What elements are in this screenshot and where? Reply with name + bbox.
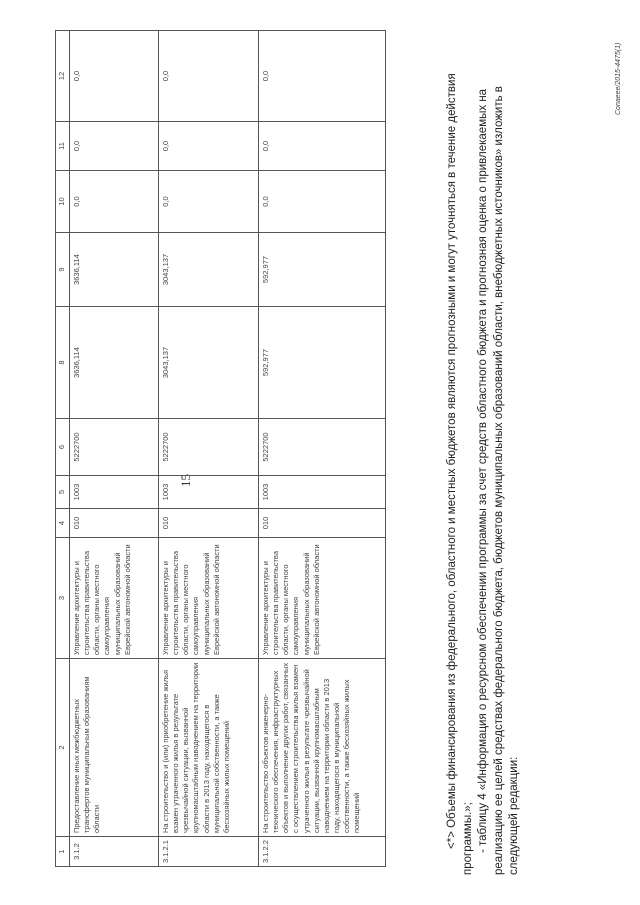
row-value-col8: 3043,137	[159, 307, 259, 419]
header-cell: 6	[56, 419, 70, 476]
row-code-col4: 010	[159, 509, 259, 538]
row-value-col8: 3636,114	[70, 307, 159, 419]
row-value-col10: 0,0	[259, 171, 386, 233]
row-value-col11: 0,0	[70, 122, 159, 171]
row-value-col9: 592,977	[259, 233, 386, 307]
row-code-col4: 010	[259, 509, 386, 538]
table4-amendment: - таблицу 4 «Информация о ресурсном обеспечении программы за счет средств областного бюджета и прогнозная оценка о привлекаемых на реализацию ее целей средствах федерального бюджета, бюджетов муниципальных образований области, внебюджетных источников» изложить в следующей редакции:	[477, 86, 520, 875]
row-code-col6: 5222700	[70, 419, 159, 476]
header-cell: 1	[56, 837, 70, 867]
footnote	[445, 35, 523, 875]
page-number: 15	[178, 474, 193, 487]
row-code-col6: 5222700	[159, 419, 259, 476]
header-cell: 11	[56, 122, 70, 171]
header-cell: 12	[56, 31, 70, 122]
row-value-col9: 3043,137	[159, 233, 259, 307]
row-value-col9: 3636,114	[70, 233, 159, 307]
row-value-col12: 0,0	[159, 31, 259, 122]
row-number: 3.1.2.1	[159, 837, 259, 867]
header-cell: 9	[56, 233, 70, 307]
table-row	[259, 31, 386, 867]
row-executor: Управление архитектуры и строительства правительства области, органы местного самоуправления муниципальных образований Еврейской автономной области	[70, 538, 159, 659]
row-code-col5: 1003	[70, 476, 159, 509]
row-value-col12: 0,0	[259, 31, 386, 122]
row-value-col10: 0,0	[159, 171, 259, 233]
table-row	[159, 31, 259, 867]
row-value-col8: 592,977	[259, 307, 386, 419]
row-number: 3.1.2	[70, 837, 159, 867]
header-cell: 4	[56, 509, 70, 538]
document-code: Conaeee/2015-4475(1)	[615, 42, 622, 115]
table-header-row	[56, 31, 70, 867]
financing-note: <*> Объемы финансирования из федерального, областного и местных бюджетов являются прогнозными и могут уточняться в течение действия программы.»;	[446, 73, 474, 875]
row-description: На строительство объектов инженерно-технического обеспечения, инфраструктурных объектов и выполнение других работ, связанных с осуществлением строительства жилья взамен утраченного жилья в результате чрезвычайной ситуации, вызванной крупномасштабным наводнением на территории области в 2013 году, находящегося в муниципальной собственности, а также бесхозяйных жилых помещений	[259, 659, 386, 837]
row-value-col11: 0,0	[259, 122, 386, 171]
row-value-col10: 0,0	[70, 171, 159, 233]
table-row	[70, 31, 159, 867]
header-cell: 8	[56, 307, 70, 419]
row-executor: Управление архитектуры и строительства правительства области, органы местного самоуправления муниципальных образований Еврейской автономной области	[159, 538, 259, 659]
row-code-col5: 1003	[159, 476, 259, 509]
row-code-col5: 1003	[259, 476, 386, 509]
row-value-col11: 0,0	[159, 122, 259, 171]
row-executor: Управление архитектуры и строительства правительства области, органы местного самоуправления муниципальных образований Еврейской автономной области	[259, 538, 386, 659]
row-number: 3.1.2.2	[259, 837, 386, 867]
header-cell: 3	[56, 538, 70, 659]
row-description: Предоставление иных межбюджетных трансфертов муниципальным образованиям области	[70, 659, 159, 837]
row-code-col6: 5222700	[259, 419, 386, 476]
row-value-col12: 0,0	[70, 31, 159, 122]
header-cell: 2	[56, 659, 70, 837]
header-cell: 5	[56, 476, 70, 509]
row-code-col4: 010	[70, 509, 159, 538]
resource-table	[55, 30, 386, 867]
header-cell: 10	[56, 171, 70, 233]
row-description: На строительство и (или) приобретение жилья взамен утраченного жилья в результате чрезвычайной ситуации, вызванной крупномасштабным наводнением на территории области в 2013 году, находящегося в муниципальной собственности, а также бесхозяйных жилых помещений	[159, 659, 259, 837]
